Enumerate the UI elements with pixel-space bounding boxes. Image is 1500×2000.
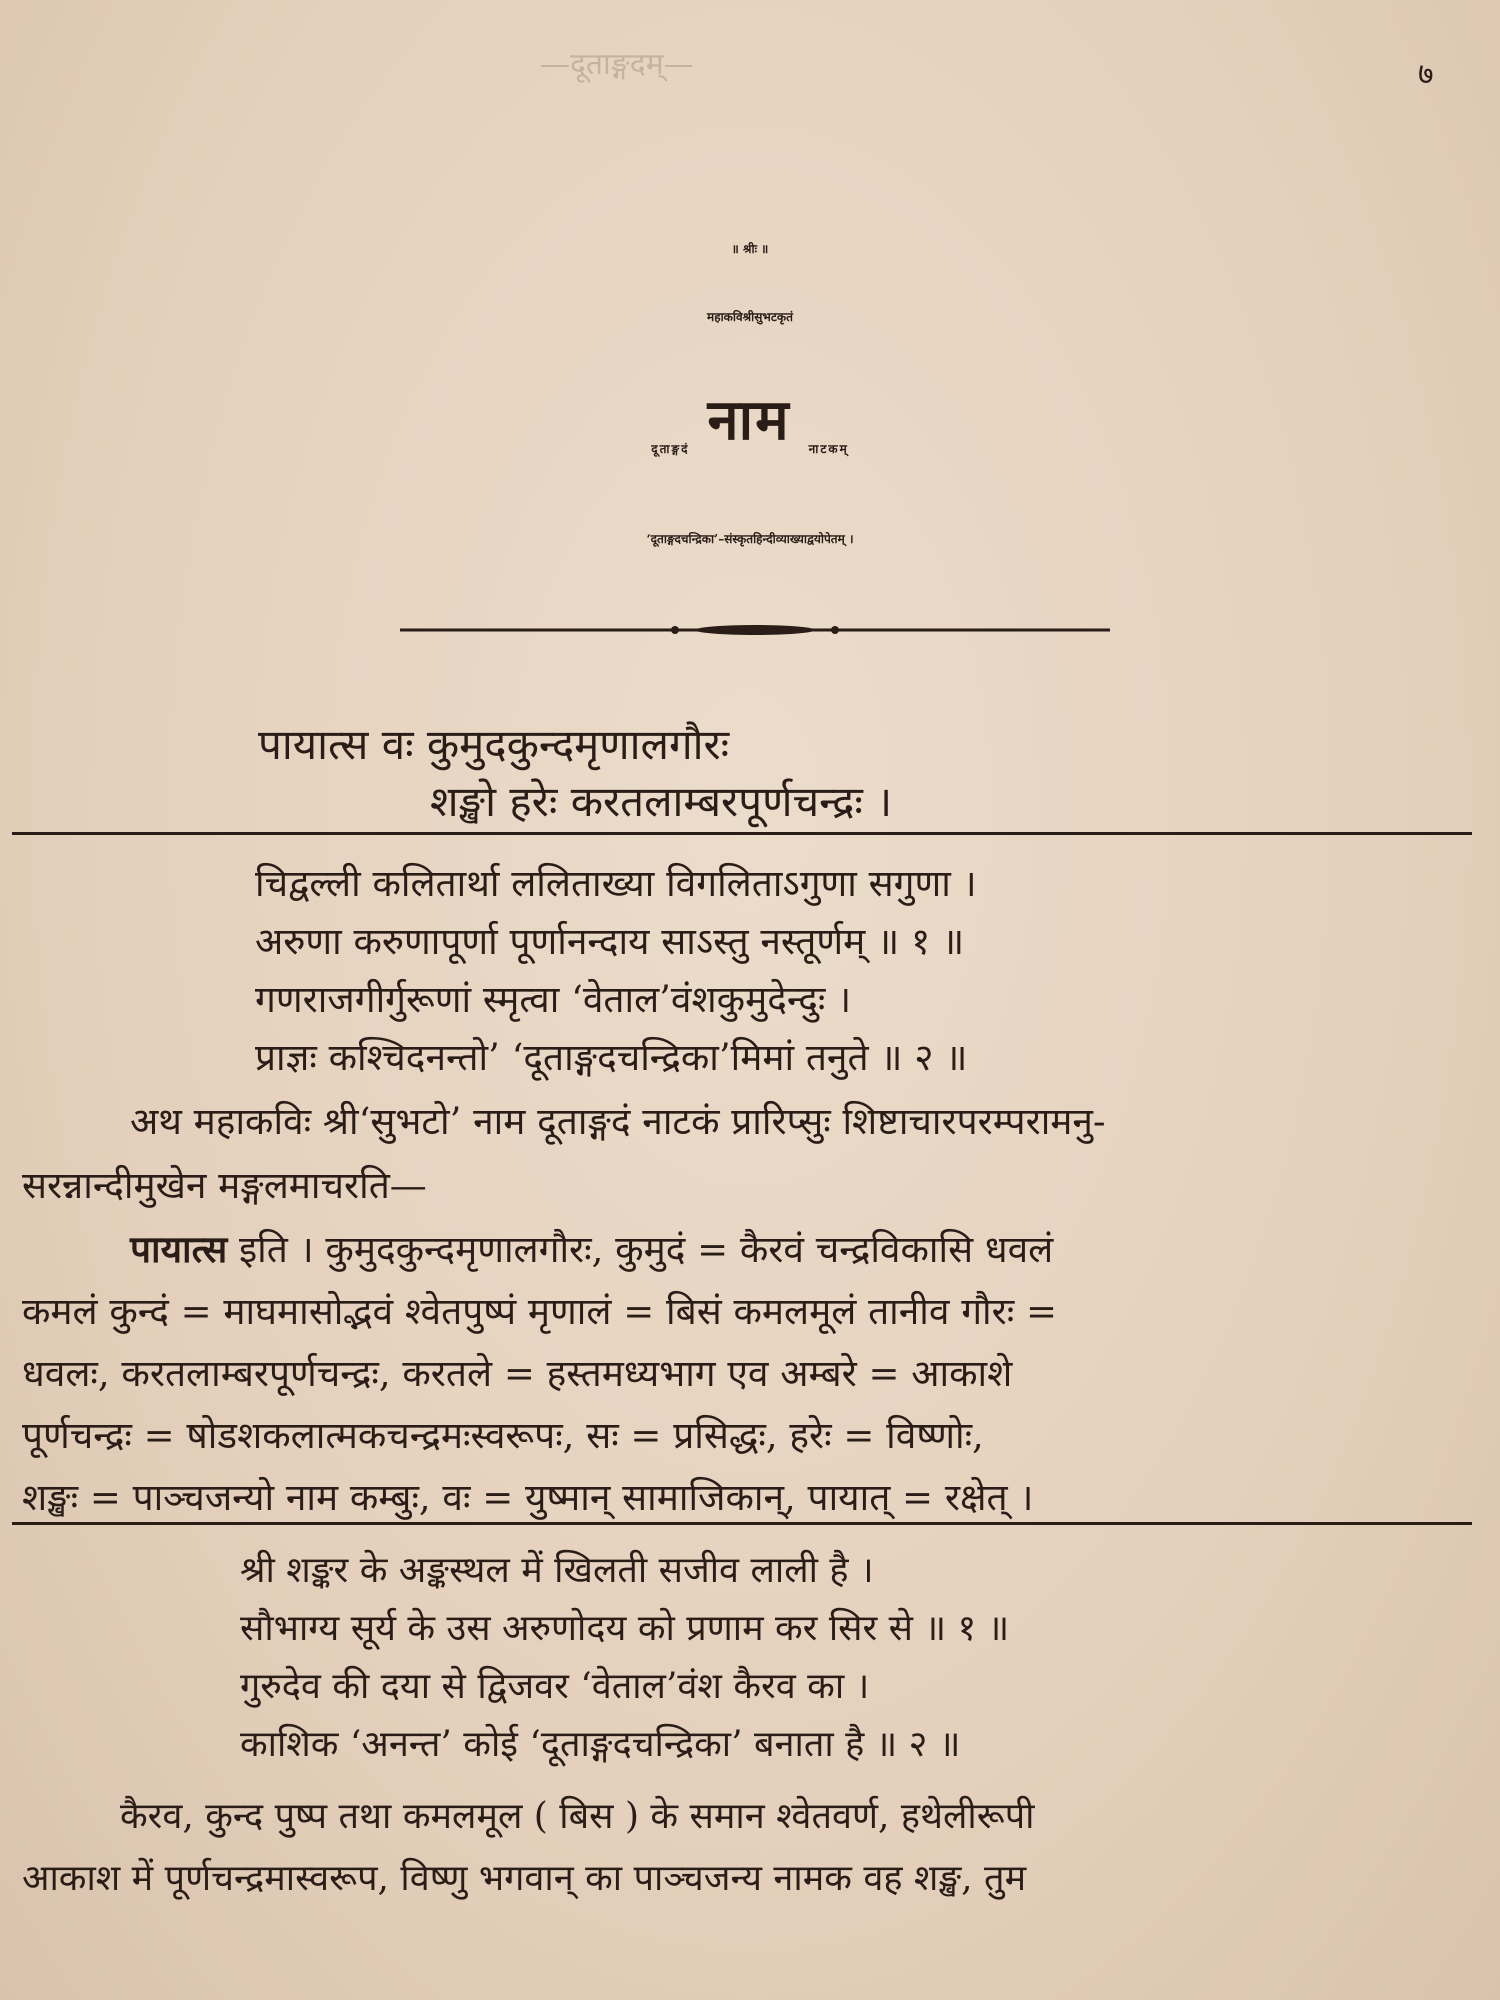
mula-line-1: पायात्स वः कुमुदकुन्दमृणालगौरः: [258, 720, 730, 769]
hindi-verse-1: श्री शङ्कर के अङ्कस्थल में खिलती सजीव लाली है ।: [240, 1550, 874, 1591]
commentary-body-1-text: इति । कुमुदकुन्दमृणालगौरः, कुमुदं = कैरवं चन्द्रविकासि धवलं: [227, 1228, 1054, 1271]
running-head: —दूताङ्गदम्—: [540, 47, 694, 82]
mangala-line-3: गणराजगीर्गुरूणां स्मृत्वा ‘वेताल’वंशकुमुदेन्दुः ।: [255, 978, 852, 1021]
commentary-body-4: पूर्णचन्द्रः = षोडशकलात्मकचन्द्रमःस्वरूपः, सः = प्रसिद्धः, हरेः = विष्णोः,: [22, 1414, 984, 1457]
title-part-1: दूताङ्गदं: [651, 442, 690, 456]
invocation: ॥ श्रीः ॥: [731, 242, 769, 256]
hindi-verse-3: गुरुदेव की दया से द्विजवर ‘वेताल’वंश कैरव का ।: [240, 1666, 870, 1707]
divider-rule-2: [12, 1522, 1472, 1525]
mula-line-2: शङ्खो हरेः करतलाम्बरपूर्णचन्द्रः ।: [430, 777, 893, 826]
hindi-prose-2: आकाश में पूर्णचन्द्रमास्वरूप, विष्णु भगवान् का पाञ्चजन्य नामक वह शङ्ख, तुम: [22, 1858, 1027, 1899]
commentary-body-2: कमलं कुन्दं = माघमासोद्भवं श्वेतपुष्पं मृणालं = बिसं कमलमूलं तानीव गौरः =: [22, 1290, 1057, 1333]
ornament-divider: [400, 620, 1110, 640]
hindi-verse-4: काशिक ‘अनन्त’ कोई ‘दूताङ्गदचन्द्रिका’ बनाता है ॥ २ ॥: [240, 1724, 961, 1765]
hindi-verse-2: सौभाग्य सूर्य के उस अरुणोदय को प्रणाम कर सिर से ॥ १ ॥: [240, 1608, 1010, 1649]
page-title: [0, 387, 1500, 456]
commentary-intro-2: सरन्नान्दीमुखेन मङ्गलमाचरति—: [22, 1164, 427, 1207]
subtitle: ‘दूताङ्गदचन्द्रिका’–संस्कृतहिन्दीव्याख्याद्वयोपेतम् ।: [646, 532, 854, 546]
hindi-prose-1: कैरव, कुन्द पुष्प तथा कमलमूल ( बिस ) के समान श्वेतवर्ण, हथेलीरूपी: [120, 1796, 1035, 1837]
title-connector: नाम: [707, 387, 791, 453]
commentary-body-5: शङ्खः = पाञ्चजन्यो नाम कम्बुः, वः = युष्मान् सामाजिकान्, पायात् = रक्षेत् ।: [22, 1476, 1034, 1519]
page-number: ७: [1418, 57, 1434, 92]
title-part-2: नाटकम्: [808, 442, 849, 456]
divider-rule: [12, 832, 1472, 835]
author-line: महाकविश्रीसुभटकृतं: [707, 310, 793, 324]
commentary-intro-1: अथ महाकविः श्री‘सुभटो’ नाम दूताङ्गदं नाटकं प्रारिप्सुः शिष्टाचारपरम्परामनु-: [130, 1100, 1106, 1143]
mangala-line-4: प्राज्ञः कश्चिदनन्तो’ ‘दूताङ्गदचन्द्रिका’मिमां तनुते ॥ २ ॥: [255, 1036, 968, 1079]
mangala-line-2: अरुणा करुणापूर्णा पूर्णानन्दाय साऽस्तु नस्तूर्णम् ॥ १ ॥: [255, 920, 965, 963]
mangala-line-1: चिद्वल्ली कलितार्था ललिताख्या विगलिताऽगुणा सगुणा ।: [255, 862, 977, 905]
commentary-body-3: धवलः, करतलाम्बरपूर्णचन्द्रः, करतले = हस्तमध्यभाग एव अम्बरे = आकाशे: [22, 1352, 1013, 1395]
commentary-body-1: [130, 1222, 1053, 1273]
commentary-lead: पायात्स: [130, 1227, 228, 1271]
